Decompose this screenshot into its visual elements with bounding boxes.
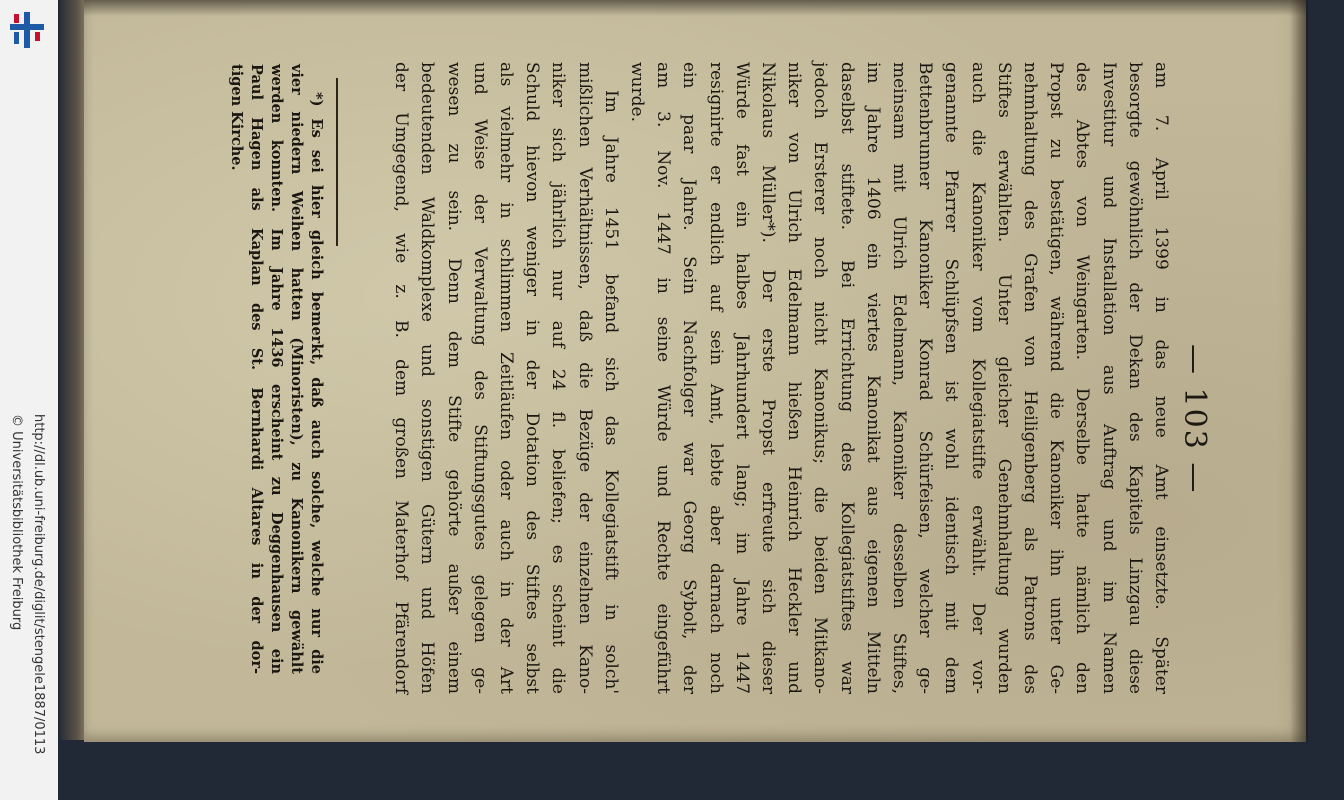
footnote-line: Paul Hagen als Kaplan des St. Bernhardi Altares in der dor-	[248, 64, 265, 674]
body-line: genannte Pfarrer Schlüpfsen ist wohl identisch mit dem	[941, 62, 962, 694]
body-line: niker von Ulrich Edelmann hießen Heinrich Heckler und	[784, 62, 805, 694]
body-line: Propst zu bestätigen, während die Kanoniker ihn unter Ge-	[1046, 62, 1067, 694]
body-line: als vielmehr in schlimmen Zeitläufen oder auch in der Art	[495, 62, 516, 694]
body-line: Im Jahre 1451 befand sich das Kollegiatstift in solch'	[600, 90, 621, 694]
body-line: meinsam mit Ulrich Edelmann, Kanoniker desselben Stiftes,	[888, 62, 909, 694]
body-line: nehmhaltung des Grafen von Heiligenberg als Patrons des	[1019, 62, 1040, 694]
university-logo-icon[interactable]	[6, 10, 48, 50]
body-line: am 7. April 1399 in das neue Amt einsetzte. Später	[1151, 62, 1171, 694]
footnote-line: werden konnten. Im Jahre 1436 erscheint zu Deggenhausen ein	[268, 64, 285, 674]
body-line: der Umgegend, wie z. B. dem großen Materhof Pfärendorf	[391, 62, 412, 694]
page-url[interactable]: http://dl.ub.uni-freiburg.de/diglit/stengele1887/0113	[31, 414, 46, 755]
body-line: Investitur und Installation aus Auftrag und im Namen	[1098, 62, 1119, 694]
body-line: wurde.	[626, 62, 647, 122]
page-number-block	[1176, 344, 1212, 495]
footnote-separator-rule	[336, 78, 338, 246]
page-number: — 103 —	[1177, 344, 1212, 495]
footnote-line: tigen Kirche.	[228, 64, 245, 171]
body-line: wesen zu sein. Denn dem Stifte gehörte außer einem	[443, 62, 464, 694]
body-line: Bettenbrunner Kanoniker Konrad Schürfeisen, welcher ge-	[915, 62, 936, 694]
body-line: ein paar Jahre. Sein Nachfolger war Georg Sybolt, der	[679, 62, 700, 694]
body-line: Würde fast ein halbes Jahrhundert lang; im Jahre 1447	[731, 62, 752, 694]
page-gutter-shadow	[1290, 0, 1308, 742]
copyright-notice: © Universitätsbibliothek Freiburg	[9, 414, 24, 631]
body-line: besorgte gewöhnlich der Dekan des Kapitels Linzgau diese	[1124, 62, 1145, 694]
body-line: am 3. Nov. 1447 in seine Würde und Rechte eingeführt	[653, 62, 674, 694]
body-line: Stiftes erwählten. Unter gleicher Genehmhaltung wurden	[993, 62, 1014, 694]
footnote-line: vier niedern Weihen hatten (Minoristen), zu Kanonikern gewählt	[288, 64, 305, 674]
page-edge	[60, 0, 84, 740]
body-line: Schuld hievon weniger in der Dotation des Stiftes selbst	[522, 62, 543, 694]
body-line: im Jahre 1406 ein viertes Kanonikat aus eigenen Mitteln	[862, 62, 883, 694]
page-shadow-top	[84, 0, 1306, 16]
viewer-sidebar	[0, 0, 59, 800]
body-line: resignirte er endlich auf sein Amt, lebte aber darnach noch	[705, 62, 726, 694]
body-line: bedeutenden Waldkomplexe und sonstigen Gütern und Höfen	[417, 62, 438, 694]
body-line: des Abtes von Weingarten. Derselbe hatte nämlich den	[1072, 62, 1093, 694]
footnote-line: *) Es sei hier gleich bemerkt, daß auch solche, welche nur die	[308, 92, 325, 674]
body-text	[388, 62, 1174, 694]
body-line: Nikolaus Müller*). Der erste Propst erfreute sich dieser	[757, 62, 778, 694]
body-line: auch die Kanoniker vom Kollegiatstifte erwählt. Der vor-	[967, 62, 988, 694]
body-line: mißlichen Verhältnissen, daß die Bezüge der einzelnen Kano-	[574, 62, 595, 694]
body-line: niker sich jährlich nur auf 24 fl. beliefen; es scheint die	[548, 62, 569, 694]
body-line: jedoch Ersterer noch nicht Kanonikus; die beiden Mitkano-	[810, 62, 831, 694]
footnote-text	[226, 64, 326, 674]
body-line: daselbst stiftete. Bei Errichtung des Kollegiatstiftes war	[836, 62, 857, 694]
body-line: und Weise der Verwaltung des Stiftungsgutes gelegen ge-	[469, 62, 490, 694]
